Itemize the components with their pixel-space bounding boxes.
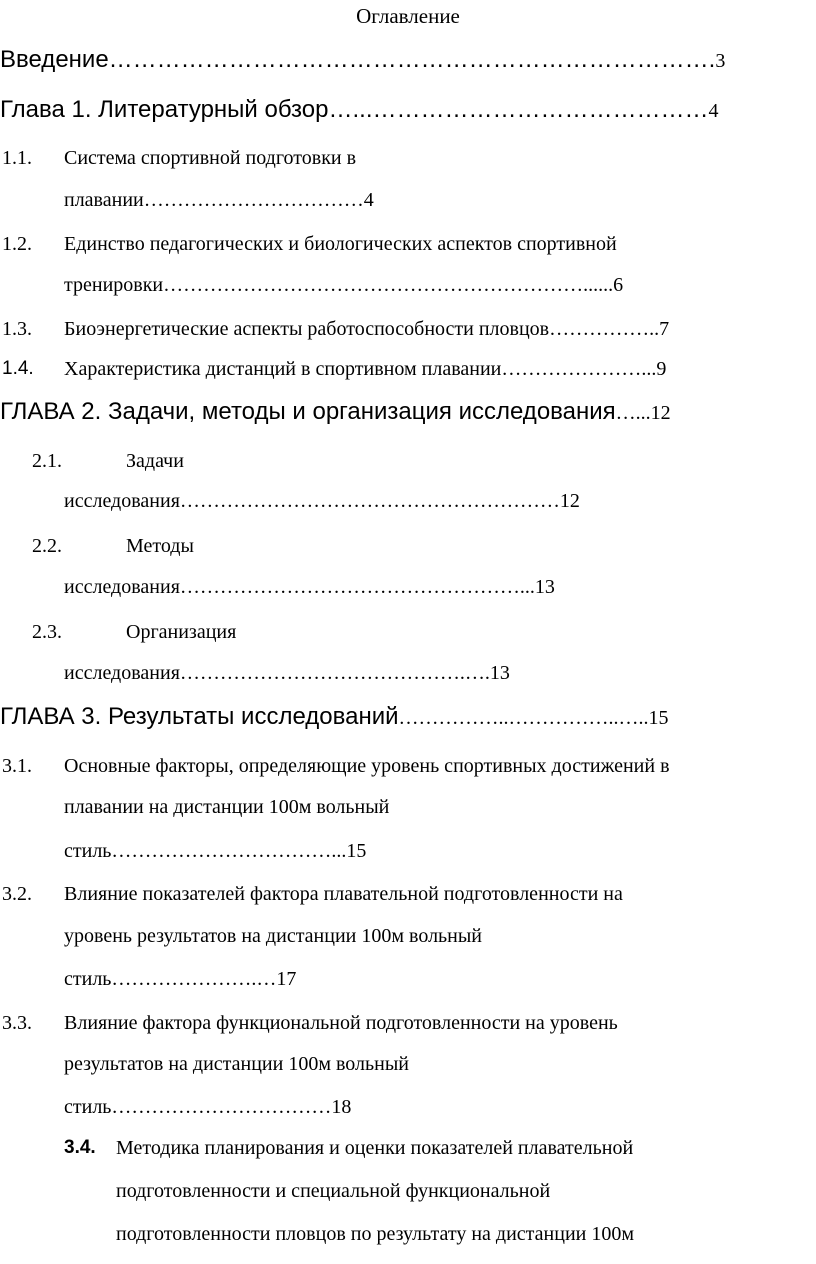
toc-entry-line: Единство педагогических и биологических аспектов спортивной	[64, 233, 617, 255]
toc-entry-text: исследования…………………………………………………	[64, 490, 560, 512]
toc-entry-line	[64, 189, 374, 212]
toc-entry-number: 3.4.	[64, 1137, 96, 1158]
toc-entry-number: 3.2.	[2, 883, 32, 905]
toc-entry-text: исследования……………………………………………...	[64, 576, 535, 598]
toc-entry-line: результатов на дистанции 100м вольный	[64, 1053, 409, 1075]
toc-entry-text: Характеристика дистанций в спортивном плавании…………………...	[64, 358, 657, 380]
toc-entry-number: 2.3.	[32, 621, 62, 643]
toc-entry-number: 3.1.	[2, 755, 32, 777]
toc-page-number: 3	[715, 50, 726, 72]
toc-entry-chapter-3	[0, 703, 669, 731]
toc-entry-number: 3.3.	[2, 1012, 32, 1034]
toc-page-number: 4	[708, 100, 719, 122]
toc-page-number: 17	[276, 968, 297, 990]
toc-entry-line: Система спортивной подготовки в	[64, 147, 357, 169]
toc-entry-number: 1.1.	[2, 147, 32, 169]
toc-entry-text: ГЛАВА 3. Результаты исследований	[0, 703, 399, 730]
toc-entry-number: 2.2.	[32, 535, 62, 557]
toc-entry-text: ГЛАВА 2. Задачи, методы и организация исследования	[0, 398, 616, 425]
toc-entry-line: Методы	[126, 535, 194, 557]
toc-page-number: 13	[534, 576, 555, 598]
toc-entry-line: Влияние фактора функциональной подготовленности на уровень	[64, 1012, 618, 1034]
toc-entry-text: тренировки………………………………………………………......	[64, 274, 614, 296]
toc-entry-number: 2.1.	[32, 450, 62, 472]
toc-entry-line: Основные факторы, определяющие уровень спортивных достижений в	[64, 755, 670, 777]
toc-entry-line	[64, 274, 623, 297]
toc-entry-chapter-2	[0, 398, 671, 426]
toc-entry-dots: …...	[615, 402, 651, 424]
toc-entry-line	[64, 968, 296, 991]
toc-entry-text: Введение………………………………………………………………….	[0, 46, 716, 73]
toc-page-number: 12	[650, 402, 671, 424]
toc-page-number: 12	[559, 490, 580, 512]
toc-entry-line: Задачи	[126, 450, 184, 472]
toc-entry-text: исследования…………………………………….….	[64, 662, 490, 684]
toc-entry-number: 1.3.	[2, 318, 32, 340]
toc-entry-line	[64, 490, 580, 513]
toc-entry-line: Влияние показателей фактора плавательной подготовленности на	[64, 883, 623, 905]
toc-entry-line: Методика планирования и оценки показателей плавательной	[116, 1137, 634, 1159]
toc-entry-line	[64, 358, 666, 381]
toc-entry-line: уровень результатов на дистанции 100м вольный	[64, 925, 483, 947]
toc-page-number: 4	[363, 189, 374, 211]
toc-entry-line: подготовленности и специальной функциональной	[116, 1180, 551, 1202]
toc-entry-chapter-1	[0, 96, 719, 124]
toc-entry-intro	[0, 46, 725, 74]
toc-entry-line	[64, 1096, 351, 1119]
toc-entry-line: Организация	[126, 621, 237, 643]
toc-title: Оглавление	[356, 4, 460, 28]
toc-entry-line	[64, 576, 555, 599]
toc-entry-line	[64, 318, 669, 341]
toc-entry-text: стиль………………….…	[64, 968, 277, 990]
toc-entry-text: Глава 1. Литературный обзор…...……………………………………	[0, 96, 709, 123]
toc-entry-line	[64, 662, 510, 685]
toc-entry-dots: ……………..……………..…..	[398, 707, 649, 729]
toc-page-number: 7	[659, 318, 670, 340]
toc-page-number: 6	[613, 274, 624, 296]
toc-entry-text: Биоэнергетические аспекты работоспособности пловцов……………..	[64, 318, 660, 340]
toc-page-number: 9	[656, 358, 667, 380]
toc-entry-text: стиль……………………………...	[64, 840, 347, 862]
toc-entry-number: 1.2.	[2, 233, 32, 255]
toc-entry-line: плавании на дистанции 100м вольный	[64, 796, 390, 818]
toc-entry-line	[64, 840, 366, 863]
toc-entry-text: плавании……………………………	[64, 189, 364, 211]
toc-entry-text: стиль……………………………	[64, 1096, 332, 1118]
toc-page-number: 15	[346, 840, 367, 862]
toc-entry-number: 1.4.	[2, 358, 34, 379]
toc-page-number: 13	[489, 662, 510, 684]
toc-entry-line: подготовленности пловцов по результату на дистанции 100м	[116, 1223, 635, 1245]
toc-page-number: 18	[331, 1096, 352, 1118]
toc-page-number: 15	[648, 707, 669, 729]
